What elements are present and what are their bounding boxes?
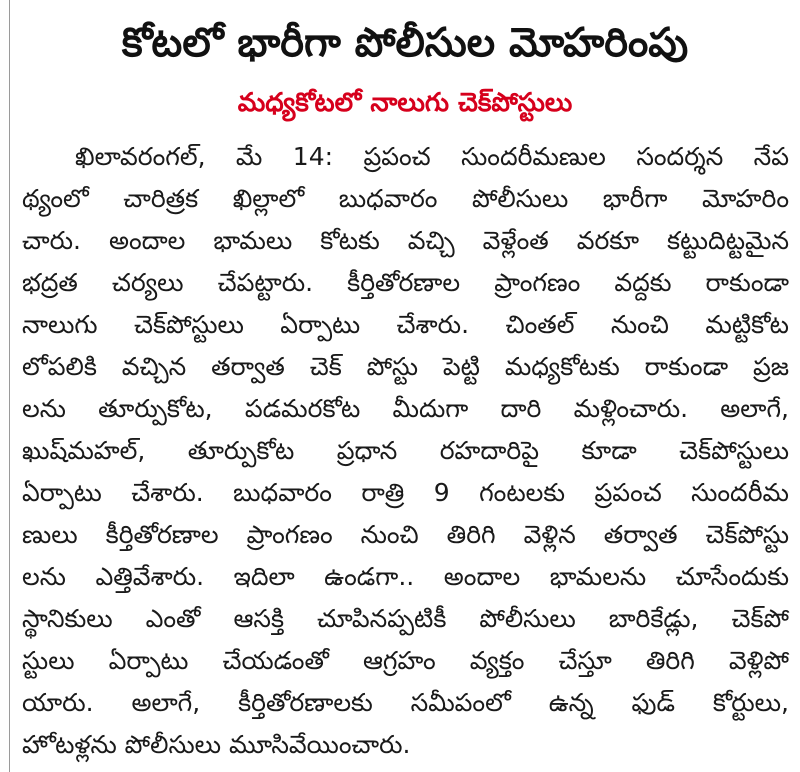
body-line: భద్రత చర్యలు చేపట్టారు. కీర్తితోరణాల ప్రాంగణం వద్దకు రాకుండా <box>22 268 789 297</box>
subheadline: మధ్యకోటలో నాలుగు చెక్‌పోస్టులు <box>237 88 573 118</box>
body-line: నాలుగు చెక్‌పోస్టులు ఏర్పాటు చేశారు. చింతల్ నుంచి మట్టికోట <box>22 310 789 339</box>
body-line: ఖుష్‌మహల్, తూర్పుకోట ప్రధాన రహదారిపై కూడా చెక్‌పోస్టులు <box>22 436 789 465</box>
body-line: లను తూర్పుకోట, పడమరకోట మీదుగా దారి మళ్లించారు. అలాగే, <box>22 394 789 423</box>
headline: కోటలో భారీగా పోలీసుల మోహరింపు <box>121 20 689 66</box>
body-line: స్టులు ఏర్పాటు చేయడంతో ఆగ్రహం వ్యక్తం చేస్తూ తిరిగి వెళ్లిపో <box>22 646 789 675</box>
body-line: స్థానికులు ఎంతో ఆసక్తి చూపినప్పటికీ పోలీసులు బారికేడ్లు, చెక్‌పో <box>22 604 789 633</box>
body-line: థ్యంలో చారిత్రక ఖిల్లాలో బుధవారం పోలీసులు భారీగా మోహరిం <box>22 184 789 213</box>
body-line: ఏర్పాటు చేశారు. బుధవారం రాత్రి 9 గంటలకు ప్రపంచ సుందరీమ <box>22 478 789 507</box>
body-line: ఖిలావరంగల్, మే 14: ప్రపంచ సుందరీమణుల సందర్శన నేప <box>75 142 789 171</box>
body-line: లోపలికి వచ్చిన తర్వాత చెక్ పోస్టు పెట్టి మధ్యకోటకు రాకుండా ప్రజ <box>22 352 789 381</box>
body-line: ణులు కీర్తితోరణాల ప్రాంగణం నుంచి తిరిగి వెళ్లిన తర్వాత చెక్‌పోస్టు <box>22 520 789 549</box>
body-line: యారు. అలాగే, కీర్తితోరణాలకు సమీపంలో ఉన్న ఫుడ్ కోర్టులు, <box>22 688 789 717</box>
body-line: హోటళ్లను పోలీసులు మూసివేయించారు. <box>22 730 411 759</box>
column-divider <box>9 0 10 772</box>
body-line: లను ఎత్తివేశారు. ఇదిలా ఉండగా.. అందాల భామలను చూసేందుకు <box>22 562 789 591</box>
body-line: చారు. అందాల భామలు కోటకు వచ్చి వెళ్లేంత వరకూ కట్టుదిట్టమైన <box>22 226 789 255</box>
article-body <box>22 136 790 766</box>
